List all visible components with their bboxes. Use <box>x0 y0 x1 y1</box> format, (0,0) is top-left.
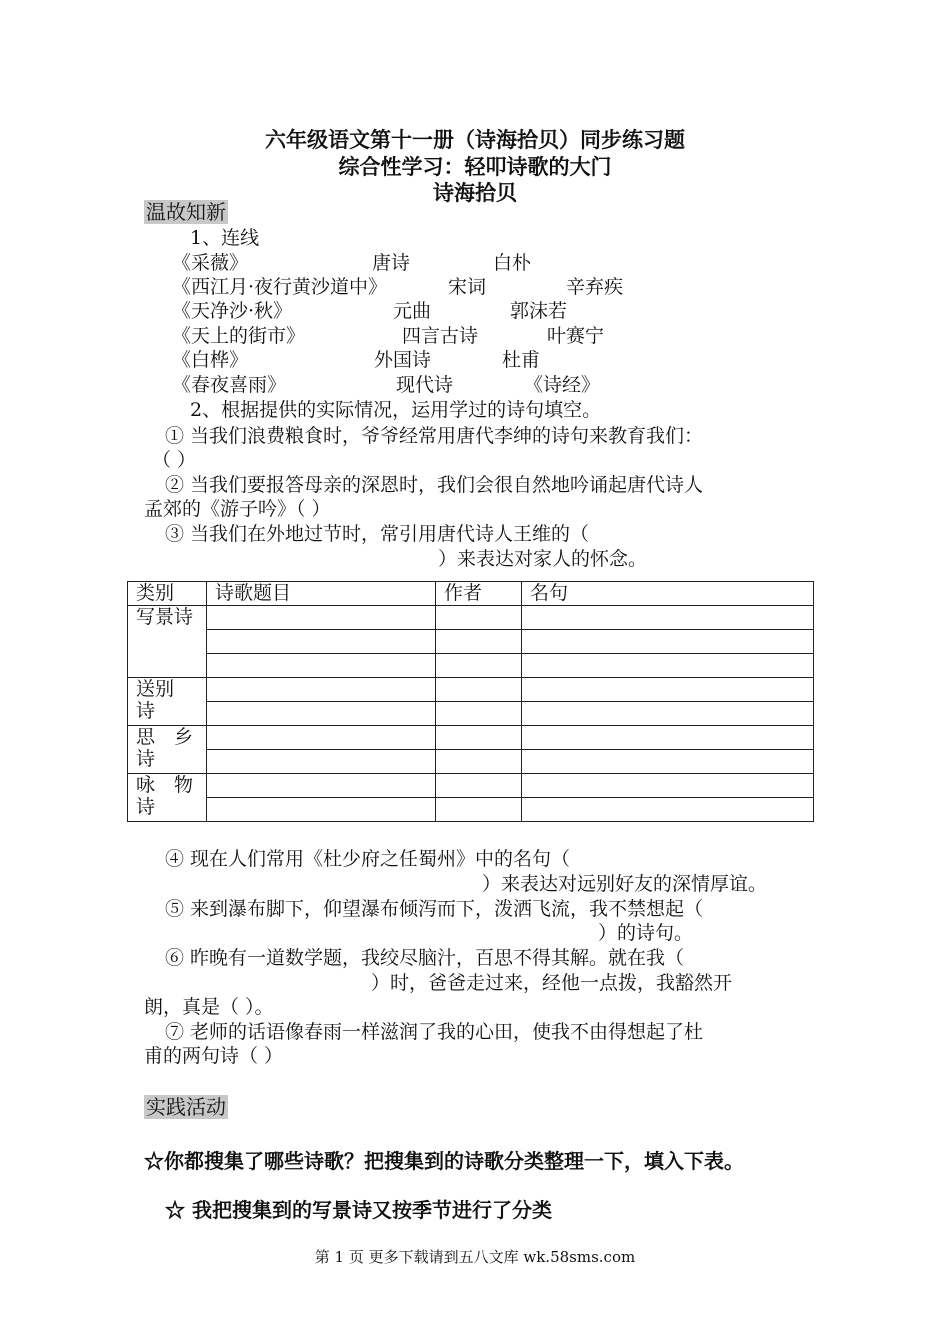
page-footer: 第 1 页 更多下载请到五八文库 wk.58sms.com <box>314 1248 636 1266</box>
fill-line: ）来表达对家人的怀念。 <box>438 548 648 570</box>
match-author: 辛弃疾 <box>566 276 624 298</box>
match-genre: 四言古诗 <box>402 325 479 347</box>
table-row <box>128 726 814 750</box>
category-cell <box>128 774 207 822</box>
table-cell[interactable] <box>207 654 436 678</box>
table-row <box>128 702 814 726</box>
fill-line: ）来表达对远别好友的深情厚谊。 <box>482 873 768 895</box>
fill-line: 孟郊的《游子吟》（ ） <box>144 498 331 520</box>
category-label: 送别诗 <box>136 678 175 722</box>
table-cell[interactable] <box>207 678 436 702</box>
fill-line: ）时，爸爸走过来，经他一点拨，我豁然开 <box>371 972 733 994</box>
q1-heading: 1、连线 <box>190 227 260 249</box>
table-cell[interactable] <box>436 774 522 798</box>
match-genre: 宋词 <box>448 276 487 298</box>
table-row <box>128 774 814 798</box>
table-cell[interactable] <box>522 798 814 822</box>
match-author: 白朴 <box>493 252 532 274</box>
table-row <box>128 630 814 654</box>
section-practice: 实践活动 <box>146 1095 226 1119</box>
section-review: 温故知新 <box>146 200 226 224</box>
fill-line: ② 当我们要报答母亲的深恩时，我们会很自然地吟诵起唐代诗人 <box>165 474 704 496</box>
category-cell <box>128 678 207 726</box>
table-cell[interactable] <box>436 798 522 822</box>
category-label: 咏 物诗 <box>136 774 194 818</box>
table-cell[interactable] <box>522 726 814 750</box>
table-cell[interactable] <box>207 606 436 630</box>
table-cell[interactable] <box>436 678 522 702</box>
fill-line: ⑥ 昨晚有一道数学题，我绞尽脑汁，百思不得其解。就在我（ <box>165 947 685 969</box>
fill-line: 朗，真是（ ）。 <box>144 996 274 1018</box>
doc-title: 六年级语文第十一册（诗海拾贝）同步练习题 <box>265 127 685 152</box>
fill-line: ）的诗句。 <box>598 922 694 944</box>
poem-category-table <box>127 581 814 822</box>
table-cell[interactable] <box>207 726 436 750</box>
match-genre: 元曲 <box>393 300 432 322</box>
table-header: 类别 <box>128 582 207 606</box>
match-author: 《诗经》 <box>524 374 601 396</box>
match-author: 叶赛宁 <box>547 325 605 347</box>
table-cell[interactable] <box>522 654 814 678</box>
match-genre: 外国诗 <box>374 349 432 371</box>
table-cell[interactable] <box>207 750 436 774</box>
match-author: 郭沫若 <box>510 300 568 322</box>
table-cell[interactable] <box>522 702 814 726</box>
fill-line: ⑦ 老师的话语像春雨一样滋润了我的心田，使我不由得想起了杜 <box>165 1021 704 1043</box>
table-cell[interactable] <box>436 702 522 726</box>
category-label: 思 乡诗 <box>136 726 194 770</box>
table-cell[interactable] <box>436 654 522 678</box>
match-genre: 唐诗 <box>372 252 411 274</box>
fill-line: ① 当我们浪费粮食时，爷爷经常用唐代李绅的诗句来教育我们： <box>165 425 704 447</box>
category-cell: 写景诗 <box>128 606 207 678</box>
table-cell[interactable] <box>522 606 814 630</box>
match-poem: 《白桦》 <box>172 349 249 371</box>
match-poem: 《天上的街市》 <box>172 325 306 347</box>
table-cell[interactable] <box>436 726 522 750</box>
table-cell[interactable] <box>207 798 436 822</box>
table-cell[interactable] <box>522 630 814 654</box>
task-line: ☆ 我把搜集到的写景诗又按季节进行了分类 <box>165 1198 552 1222</box>
table-header: 名句 <box>522 582 814 606</box>
table-cell[interactable] <box>436 606 522 630</box>
table-row <box>128 678 814 702</box>
doc-topic: 诗海拾贝 <box>433 180 517 205</box>
table-cell[interactable] <box>436 750 522 774</box>
fill-line: ③ 当我们在外地过节时，常引用唐代诗人王维的（ <box>165 523 590 545</box>
table-cell[interactable] <box>207 630 436 654</box>
task-line: ☆你都搜集了哪些诗歌？把搜集到的诗歌分类整理一下，填入下表。 <box>144 1149 744 1173</box>
table-cell[interactable] <box>207 774 436 798</box>
match-poem: 《春夜喜雨》 <box>172 374 287 396</box>
table-header-row <box>128 582 814 606</box>
doc-subtitle: 综合性学习：轻叩诗歌的大门 <box>338 154 612 179</box>
fill-line: ④ 现在人们常用《杜少府之任蜀州》中的名句（ <box>165 848 571 870</box>
category-cell <box>128 726 207 774</box>
table-cell[interactable] <box>436 630 522 654</box>
table-row <box>128 750 814 774</box>
table-cell[interactable] <box>522 774 814 798</box>
fill-blank: （ ） <box>152 449 197 471</box>
q2-heading: 2、根据提供的实际情况，运用学过的诗句填空。 <box>190 399 602 421</box>
table-cell[interactable] <box>207 702 436 726</box>
table-header: 作者 <box>436 582 522 606</box>
match-poem: 《天净沙·秋》 <box>172 300 293 322</box>
table-header: 诗歌题目 <box>207 582 436 606</box>
table-cell[interactable] <box>522 750 814 774</box>
table-cell[interactable] <box>522 678 814 702</box>
match-author: 杜甫 <box>502 349 541 371</box>
table-row <box>128 798 814 822</box>
table-row <box>128 654 814 678</box>
match-genre: 现代诗 <box>396 374 454 396</box>
table-row <box>128 606 814 630</box>
fill-line: ⑤ 来到瀑布脚下，仰望瀑布倾泻而下，泼洒飞流，我不禁想起（ <box>165 898 704 920</box>
fill-line: 甫的两句诗（ ） <box>144 1045 284 1067</box>
match-poem: 《西江月·夜行黄沙道中》 <box>172 276 388 298</box>
match-poem: 《采薇》 <box>172 252 249 274</box>
